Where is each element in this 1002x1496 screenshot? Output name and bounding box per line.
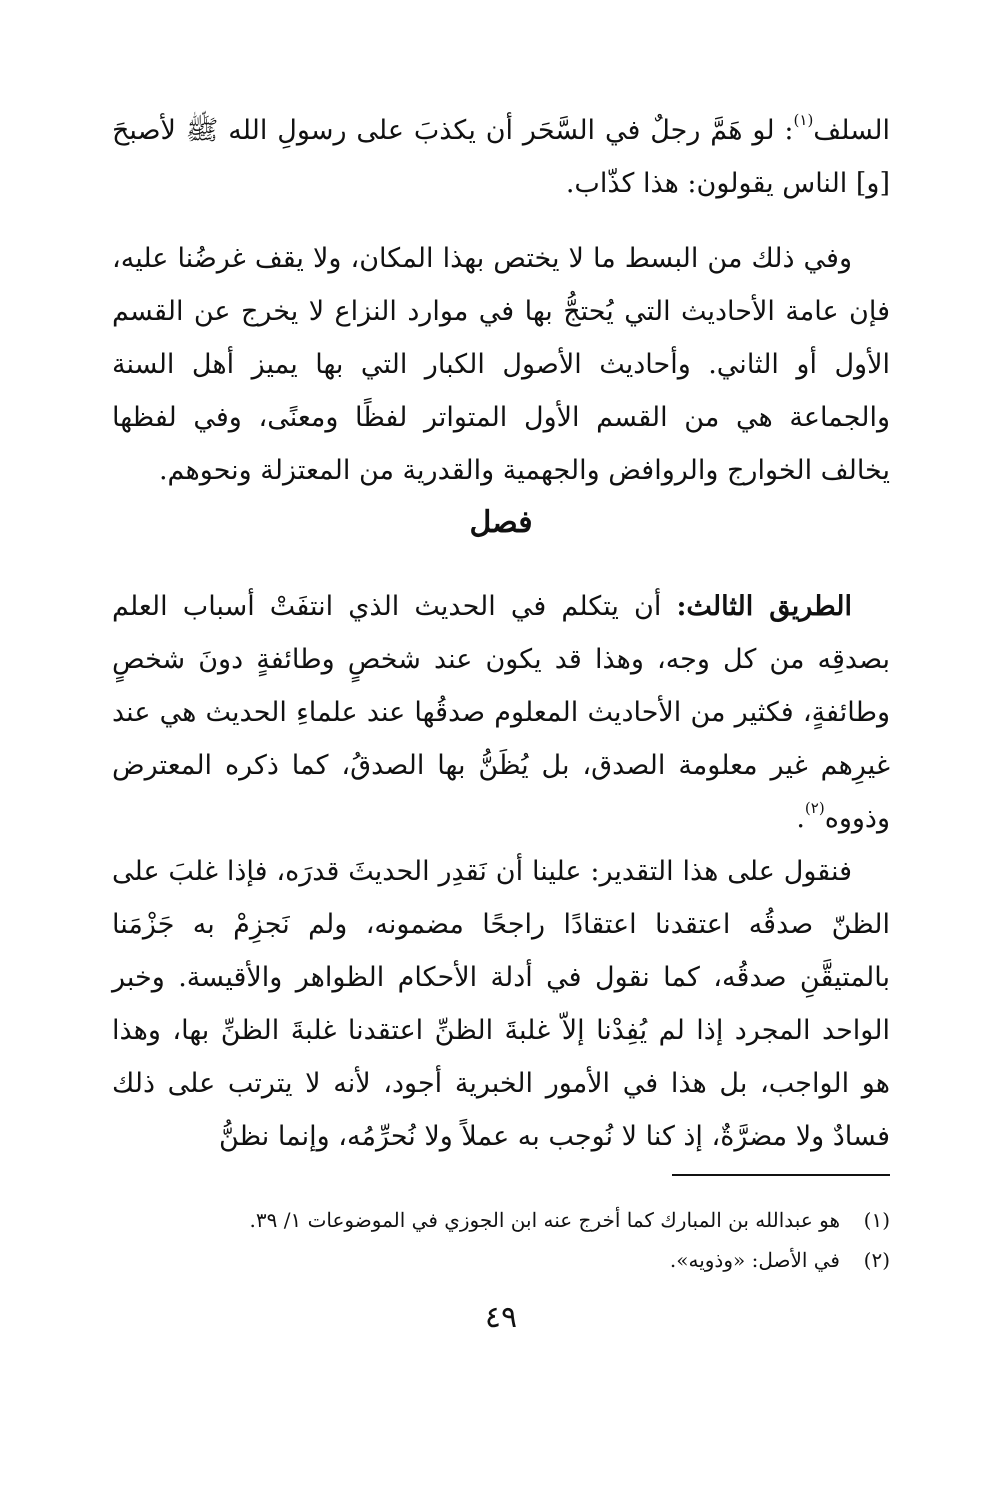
footnote-number: (٢): [863, 1248, 890, 1272]
paragraph-text: وفي ذلك من البسط ما لا يختص بهذا المكان، ولا يقف غرضُنا عليه، فإن عامة الأحاديث التي يُحتجُّ بها في موارد النزاع لا يخرج عن القسم الأول أو الثاني. وأحاديث الأصول الكبار التي بها يميز أهل السنة والجماعة هي من القسم الأول المتواتر لفظًا ومعنًى، وفي لفظها يخالف الخوارج والروافض والجهمية والقدرية من المعتزلة ونحوهم.: [112, 243, 890, 486]
footnote-text: هو عبدالله بن المبارك كما أخرج عنه ابن الجوزي في الموضوعات ١/ ٣٩.: [249, 1208, 840, 1232]
paragraph-text: : لو هَمَّ رجلٌ في السَّحَر أن يكذبَ على رسولِ الله ﷺ لأصبحَ [و] الناس يقولون: هذا كذّاب.: [112, 115, 890, 199]
footnotes: [112, 1200, 890, 1280]
footnote: [112, 1240, 890, 1280]
footnote-reference[interactable]: (٢): [804, 799, 825, 817]
paragraph: [112, 845, 890, 1163]
section-heading: فصل: [469, 505, 533, 540]
paragraph: [112, 232, 890, 497]
lead-term: الطريق الثالث:: [676, 591, 852, 622]
footnote-text: في الأصل: «وذويه».: [669, 1248, 840, 1272]
footnote-reference[interactable]: (١): [793, 111, 814, 129]
page-number: ٤٩: [484, 1300, 518, 1335]
footnote-number: (١): [863, 1208, 890, 1232]
footnote: [112, 1200, 890, 1240]
paragraph-text: أن يتكلم في الحديث الذي انتفَتْ أسباب العلم بصدقِه من كل وجه، وهذا قد يكون عند شخصٍ وطائفةٍ دونَ شخصٍ وطائفةٍ، فكثير من الأحاديث المعلوم صدقُها عند علماءِ الحديث هي عند غيرِهم غير معلومة الصدق، بل يُظَنُّ بها الصدقُ، كما ذكره المعترض وذووه: [112, 591, 890, 834]
paragraph-text: .: [796, 803, 805, 834]
paragraph-text: السلف: [813, 115, 890, 146]
paragraph-text: فنقول على هذا التقدير: علينا أن نَقدِر الحديثَ قدرَه، فإذا غلبَ على الظنّ صدقُه اعتقدنا اعتقادًا راجحًا مضمونه، ولم نَجزِمْ به جَزْمَنا بالمتيقَّنِ صدقُه، كما نقول في أدلة الأحكام الظواهر والأقيسة. وخبر الواحد المجرد إذا لم يُفِدْنا إلاّ غلبةَ الظنِّ اعتقدنا غلبةَ الظنِّ بها، وهذا هو الواجب، بل هذا في الأمور الخبرية أجود، لأنه لا يترتب على ذلك فسادٌ ولا مضرَّةٌ، إذ كنا لا نُوجب به عملاً ولا نُحرِّمُه، وإنما نظنُّ: [112, 856, 890, 1152]
footnote-separator: [672, 1174, 890, 1176]
paragraph-continuation: [112, 104, 890, 210]
paragraph: [112, 580, 890, 845]
